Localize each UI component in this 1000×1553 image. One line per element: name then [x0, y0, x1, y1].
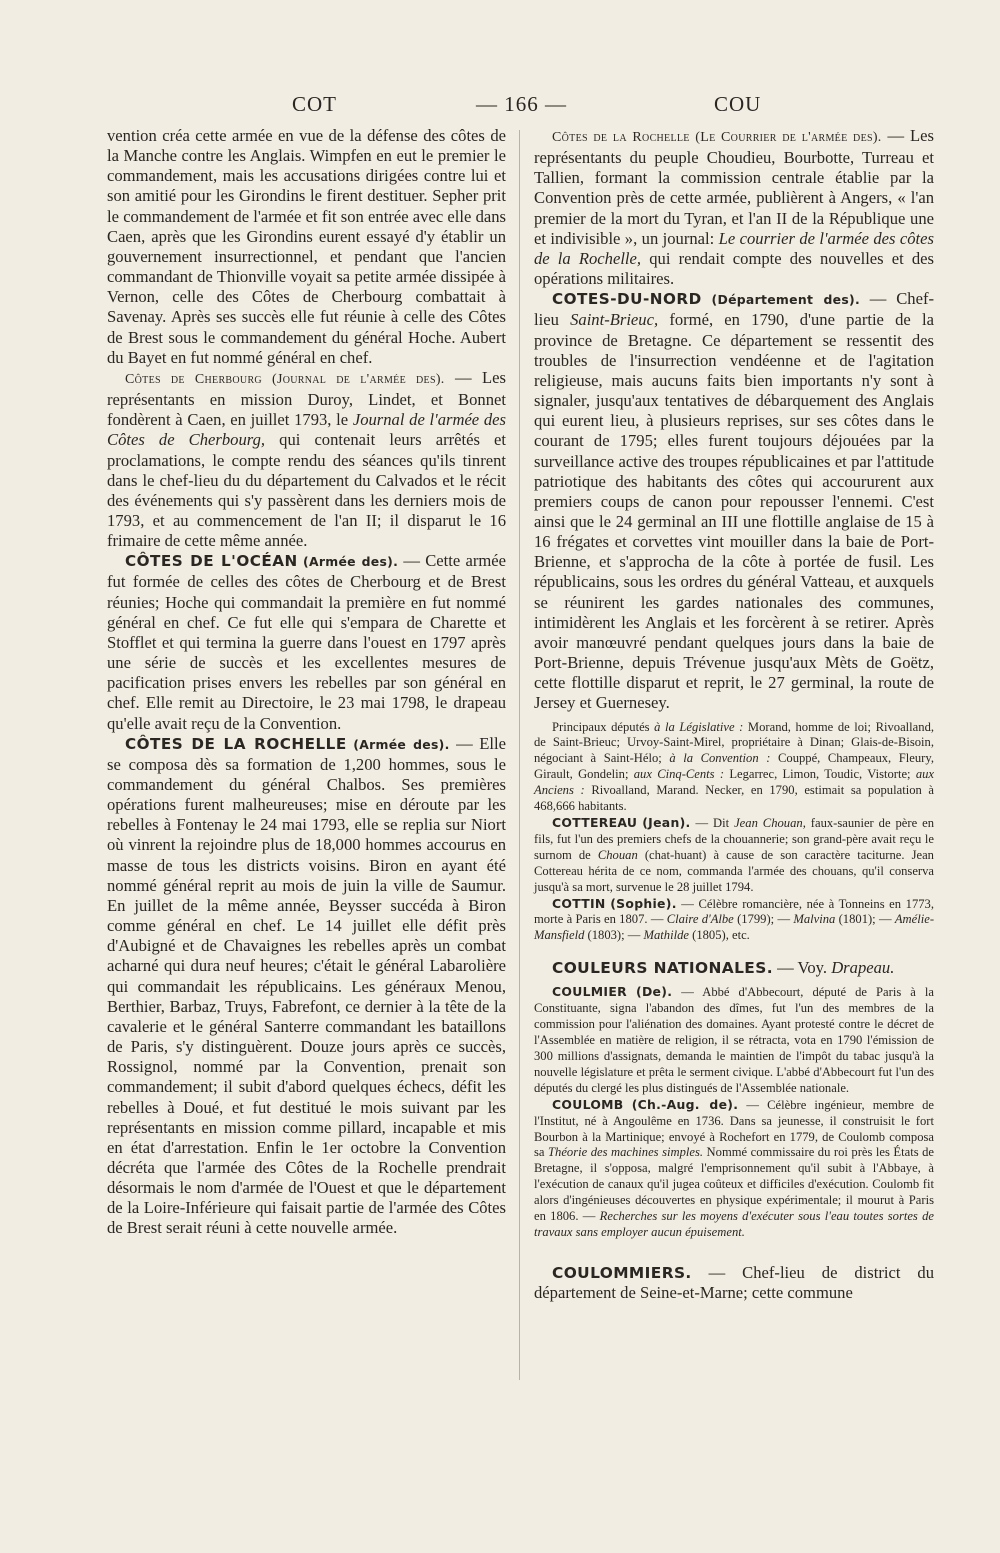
header-left-keyword: COT [292, 92, 337, 116]
page-number: — 166 — [476, 92, 567, 116]
note-deputes: Principaux députés à la Législative : Morand, homme de loi; Rivoalland, de Saint-Brieuc; Urvoy-Saint-Mirel, propriétaire à Dinan; Glais-de-Bisoin, négociant à Saint-Hélo; à la Convention : Couppé, Champeaux, Fleury, Girault, Gondelin; aux Cinq-Cents : Legarrec, Limon, Toudic, Vistorte; aux Anciens : Rivoalland, Marand. Necker, en 1790, estimait sa population à 468,666 habitants. [534, 719, 935, 814]
entry-head: COULEURS NATIONALES. [552, 959, 773, 978]
entry-head: COTES-DU-NORD [552, 290, 702, 309]
entry-head: COTTEREAU [552, 814, 638, 830]
journal-title: Le courrier de l'armée des côtes de la Rochelle, [534, 228, 934, 268]
journal-title: Journal de l'armée des Côtes de Cherbourg, [107, 410, 506, 450]
entry-cottin: COTTIN (Sophie). — Célèbre romancière, née à Tonneins en 1773, morte à Paris en 1807. — Claire d'Albe (1799); — Malvina (1801); — Amélie-Mansfield (1803); — Mathilde (1805), etc. [534, 895, 935, 943]
entry-head: Côtes de la Rochelle (Le Courrier de l'armée des). [552, 130, 882, 145]
entry-coulmier: COULMIER (De). — Abbé d'Abbecourt, député de Paris à la Constituante, signa l'abandon des dîmes, fut l'un des membres de la commission pour l'aliénation des domaines. Ayant protesté contre le décret de l'Assemblée en matière de religion, il se rétracta, vota en 1790 l'émission de 300 millions d'assignats, demanda le maintien de l'impôt du tabac jusqu'à la nouvelle législature et prêta le serment civique. L'abbé d'Abbecourt fut l'un des députés du clergé les plus distingués de l'Assemblée nationale. [534, 984, 934, 1095]
entry-head: CÔTES DE LA ROCHELLE [125, 734, 347, 753]
running-header [96, 88, 936, 124]
entry-cotes-ocean: CÔTES DE L'OCÉAN (Armée des). — Cette armée fut formée de celles des côtes de Cherbourg et de Brest réunies; Hoche qui commandait la première en fut nommé général en chef. Ce fut elle qui s'empara de Charette et Stofflet et qui termina la guerre dans l'ouest en 1797 après une série de succès et les excellentes mesures de pacification prises envers les rebelles par son général en chef. Elle remit au Directoire, le 23 mai 1798, le drapeau qu'elle avait reçu de la Convention. [107, 551, 507, 733]
left-column [107, 126, 506, 1239]
entry-journal-cherbourg: Côtes de Cherbourg (Journal de l'armée des). — Les représentants en mission Duroy, Lindet, et Bonnet fondèrent à Caen, en juillet 1793, le Journal de l'armée des Côtes de Cherbourg, qui contenait leurs arrêtés et proclamations, le compte rendu des séances qu'ils tinrent dans le chef-lieu du du département du Calvados et le récit des événements qui s'y passèrent dans les derniers mois de 1793, et au commencement de l'an II; il disparut le 16 frimaire de cette même année. [107, 367, 507, 551]
entry-coulomb: COULOMB (Ch.-Aug. de). — Célèbre ingénieur, membre de l'Institut, né à Angoulême en 1736. Dans sa jeunesse, il construisit le fort Bourbon à la Martinique; envoyé à Rochefort en 1779, de Coulomb composa sa Théorie des machines simples. Nommé commissaire du roi près les États de Bretagne, il s'opposa, malgré l'emprisonnement qu'il subit à l'Abbaye, à l'exécution de canaux qu'il jugea coûteux et difficiles d'exécution. Coulomb fit alors d'ingénieuses découvertes en physique expérimentale; il mourut à Paris en 1806. — Recherches sur les moyens d'exécuter sous l'eau toutes sortes de travaux sans employer aucun épuisement. [534, 1096, 935, 1239]
entry-head: COULMIER [552, 984, 627, 1000]
entry-cottereau: COTTEREAU (Jean). — Dit Jean Chouan, faux-saunier de père en fils, fut l'un des premiers chefs de la chouannerie; son grand-père avait reçu le surnom de Chouan (chat-huant) à cause de son caractère taciturne. Jean Cottereau hérita de ce nom, commanda l'armée des chouans, qu'il conserva jusqu'à sa mort, survenue le 28 juillet 1794. [534, 814, 935, 894]
entry-head: CÔTES DE L'OCÉAN [125, 552, 298, 571]
entry-cotes-rochelle: CÔTES DE LA ROCHELLE (Armée des). — Elle se composa dès sa formation de 1,200 hommes, sous le commandement du général Chalbos. Ses premières opérations furent malheureuses; mise en déroute par les rebelles à Fontenay le 24 mai 1793, elle se replia sur Niort où vinrent la rejoindre plus de 18,000 hommes accourus en masse de tous les districts voisins. Biron en ayant été nommé général reprit au mois de juin la ville de Saumur. En juillet de la même année, Beysser succéda à Biron comme général en chef. Le 14 juillet elle défit près d'Aubigné et de Chavaignes les rebelles après un combat acharné qui dura neuf heures; c'était le général Labarolière qui commandait les républicains. Les généraux Menou, Berthier, Barbaz, Truys, Fabrefont, ce dernier à la tête de la cavalerie et le général Santerre commandant les bataillons de Paris, s'y distinguèrent. Douze jours après ce succès, Rossignol, nommé par la Convention, prenait son commandement; il subit d'abord quelques échecs, défit les rebelles à Doué, et fut destitué le mois suivant par les représentants en mission comme pillard, incapable et mis en état d'arrestation. Enfin le 1er octobre la Convention décréta que l'armée des Côtes de la Rochelle prendrait désormais le nom d'armée de l'Ouest et que le département de la Loire-Inférieure qui faisait partie de l'armée des Côtes de Brest serait réuni à cette nouvelle armée. [107, 733, 506, 1238]
entry-couleurs-nationales: COULEURS NATIONALES. — Voy. Drapeau. [552, 958, 895, 978]
entry-head: COULOMMIERS. [552, 1263, 692, 1282]
cross-reference: Drapeau. [831, 958, 895, 978]
header-right-keyword: COU [714, 92, 762, 116]
entry-cotes-du-nord: COTES-DU-NORD (Département des). — Chef-lieu Saint-Brieuc, formé, en 1790, d'une partie de la province de Bretagne. Ce département se ressentit des troubles de l'insurrection vendéenne et de l'agitation religieuse, mais aucuns faits bien importants n'y sont à signaler, jusqu'aux tentatives de débarquement des Anglais qui eurent lieu, à plusieurs reprises, sur ses côtes dans le courant de 1795; elles furent toujours déjouées par la surveillance active des troupes républicaines et par l'attitude patriotique des habitants des côtes qui accoururent aux premiers coups de canon pour repousser l'ennemi. C'est ainsi que le 24 germinal an III une flottille anglaise de 15 à 16 frégates et corvettes vint mouiller dans la baie de Port-Brienne, et s'approcha de la côte à portée de fusil. Les républicains, sous les ordres du général Vatteau, et auxquels se réunirent les gardes nationales des communes, intimidèrent les Anglais et les forcèrent à se retirer. Après avoir manœuvré pendant quelques jours dans la baie de Port-Brienne, depuis Trévenue jusqu'aux Mèts de Goëtz, cette flottille disparut et reprit, le 27 germinal, la route de Jersey et Guernesey. [534, 289, 935, 713]
armee-cherbourg-continuation: vention créa cette armée en vue de la défense des côtes de la Manche contre les Anglais. Wimpfen en eut le premier le commandement, mais les accusations dirigées contre lui et son amitié pour les Girondins le firent destituer. Sepher prit le commandement de l'armée et fit son entrée avec elle dans Caen, après que les Girondins eurent essayé d'y établir un gouvernement insurrectionnel, et pendant que l'ancien commandant de Thionville voyait sa petite armée dissipée à Vernon, celle des Côtes de Cherbourg combattait à Savenay. Après ses succès elle fut réunie à celle des Côtes de Brest sous le commandement du général Hoche. Aubert du Bayet en fut nommé général en chef. [107, 126, 506, 367]
entry-head: COULOMB [552, 1096, 624, 1112]
entry-courrier-rochelle: Côtes de la Rochelle (Le Courrier de l'armée des). — Les représentants du peuple Choudieu, Bourbotte, Turreau et Tallien, formant la commission centrale établie par la Convention près de cette armée, publièrent à Angers, « l'an premier de la mort du Tyran, et l'an II de la République une et indivisible », un journal: Le courrier de l'armée des côtes de la Rochelle, qui rendait compte des nouvelles et des opérations militaires. [534, 126, 935, 289]
entry-head: Côtes de Cherbourg (Journal de l'armée des). [125, 371, 445, 387]
entry-head: COTTIN [552, 895, 606, 911]
right-column [534, 126, 934, 1303]
column-divider [519, 130, 520, 1380]
entry-coulommiers: COULOMMIERS. — Chef-lieu de district du département de Seine-et-Marne; cette commune [534, 1262, 934, 1303]
